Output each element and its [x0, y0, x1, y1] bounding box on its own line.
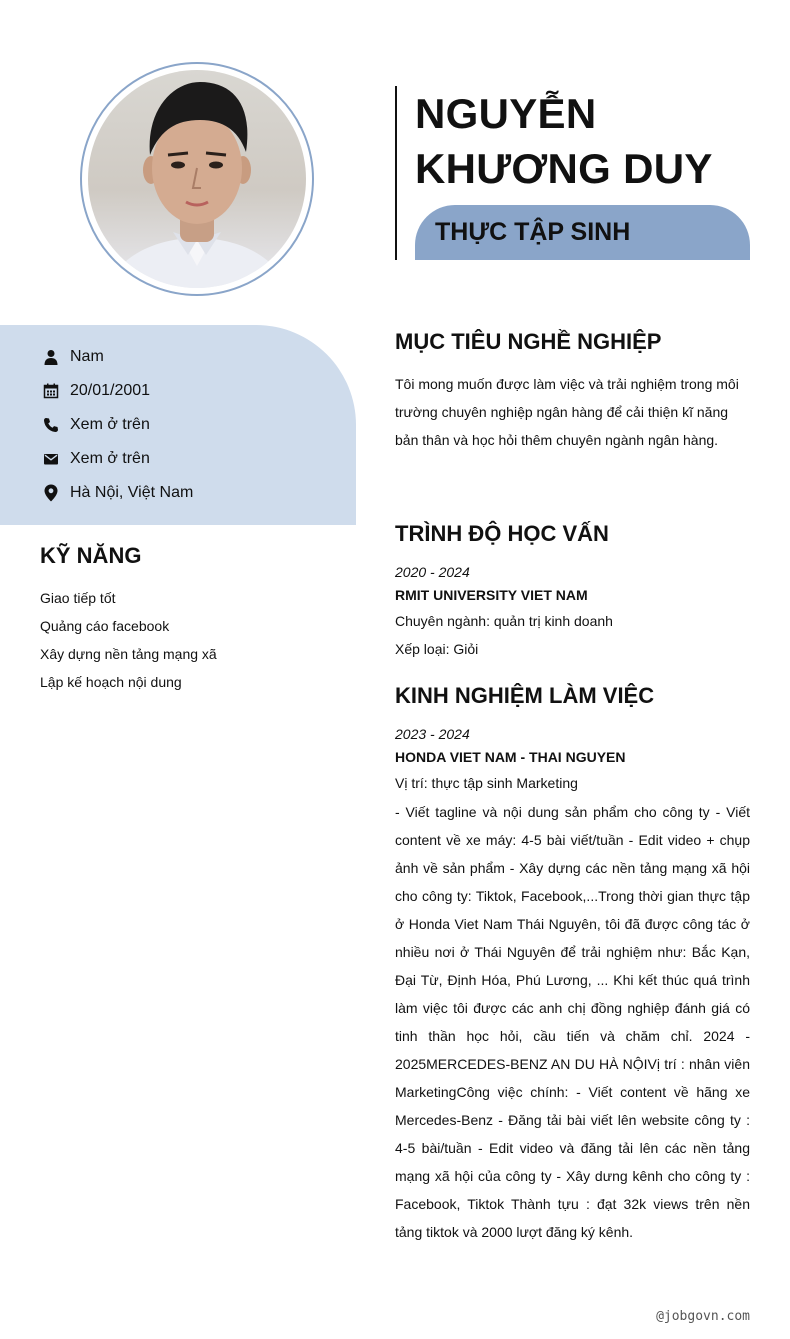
name-line-2: KHƯƠNG DUY [415, 145, 713, 192]
birthdate-value: 20/01/2001 [70, 382, 151, 399]
phone-icon [42, 416, 60, 434]
skill-item: Xây dựng nền tảng mạng xã [40, 646, 217, 662]
address-value: Hà Nội, Việt Nam [70, 484, 194, 501]
calendar-icon [42, 382, 60, 400]
objective-text: Tôi mong muốn được làm việc và trải nghiệm trong môi trường chuyên nghiệp ngân hàng để cải thiện kĩ năng bản thân và học hỏi thêm chuyên ngành ngân hàng. [395, 376, 739, 448]
contact-gender [42, 340, 104, 374]
contact-email [42, 442, 150, 476]
experience-company: HONDA VIET NAM - THAI NGUYEN [395, 749, 626, 765]
name-line-1: NGUYỄN [415, 90, 597, 137]
experience-description: - Viết tagline và nội dung sản phẩm cho công ty - Viết content về xe máy: 4-5 bài viết/tuần - Edit video + chụp ảnh về sản phẩm - Xây dựng các nền tảng mạng xã hội cho công ty: Tiktok, Facebook,...Trong thời gian thực tập ở Honda Viet Nam Thái Nguyên, tôi đã được công tác ở nhiều nơi ở Thái Nguyên để trải nghiệm như: Bắc Kạn, Đại Từ, Định Hóa, Phú Lương, ... Khi kết thúc quá trình làm việc tôi được các anh chị đồng nghiệp đánh giá có tinh thần học hỏi, cầu tiến và chăm chỉ. 2024 - 2025MERCEDES-BENZ AN DU HÀ NỘIVị trí : nhân viên MarketingCông việc chính: - Viết content về hãng xe Mercedes-Benz - Đăng tải bài viết lên website công ty : 4-5 bài/tuần - Edit video và đăng tải lên các nền tảng mạng xã hội của công ty - Xây dưng kênh cho công ty : Facebook, Tiktok Thành tựu : đạt 32k views trên nền tảng tiktok và 2000 lượt đăng ký kênh. [395, 804, 750, 1240]
experience-position: Vị trí: thực tập sinh Marketing [395, 775, 578, 791]
education-school: RMIT UNIVERSITY VIET NAM [395, 587, 588, 603]
skills-title: KỸ NĂNG [40, 543, 142, 568]
profile-photo [88, 70, 306, 288]
full-name [415, 86, 755, 196]
experience-title: KINH NGHIỆM LÀM VIỆC [395, 683, 655, 708]
education-title: TRÌNH ĐỘ HỌC VẤN [395, 521, 609, 546]
skill-item: Lập kế hoạch nội dung [40, 674, 182, 690]
user-icon [42, 348, 60, 366]
email-value: Xem ở trên [70, 450, 150, 467]
location-icon [42, 484, 60, 502]
experience-period: 2023 - 2024 [395, 726, 470, 742]
watermark: @jobgovn.com [656, 1309, 750, 1324]
contact-birthdate [42, 374, 150, 408]
gender-value: Nam [70, 348, 104, 365]
person-portrait-image [88, 70, 306, 288]
education-major: Chuyên ngành: quản trị kinh doanh [395, 613, 613, 629]
objective-title: MỤC TIÊU NGHỀ NGHIỆP [395, 329, 662, 354]
role-title: THỰC TẬP SINH [435, 218, 631, 246]
skill-item: Giao tiếp tốt [40, 590, 116, 606]
role-badge [415, 205, 750, 260]
mail-icon [42, 450, 60, 468]
education-period: 2020 - 2024 [395, 564, 470, 580]
contact-address [42, 476, 193, 510]
education-grade: Xếp loại: Giỏi [395, 641, 479, 657]
name-divider [395, 86, 397, 260]
profile-photo-frame [80, 62, 314, 296]
skill-item: Quảng cáo facebook [40, 618, 170, 634]
phone-value: Xem ở trên [70, 416, 150, 433]
contact-phone [42, 408, 150, 442]
